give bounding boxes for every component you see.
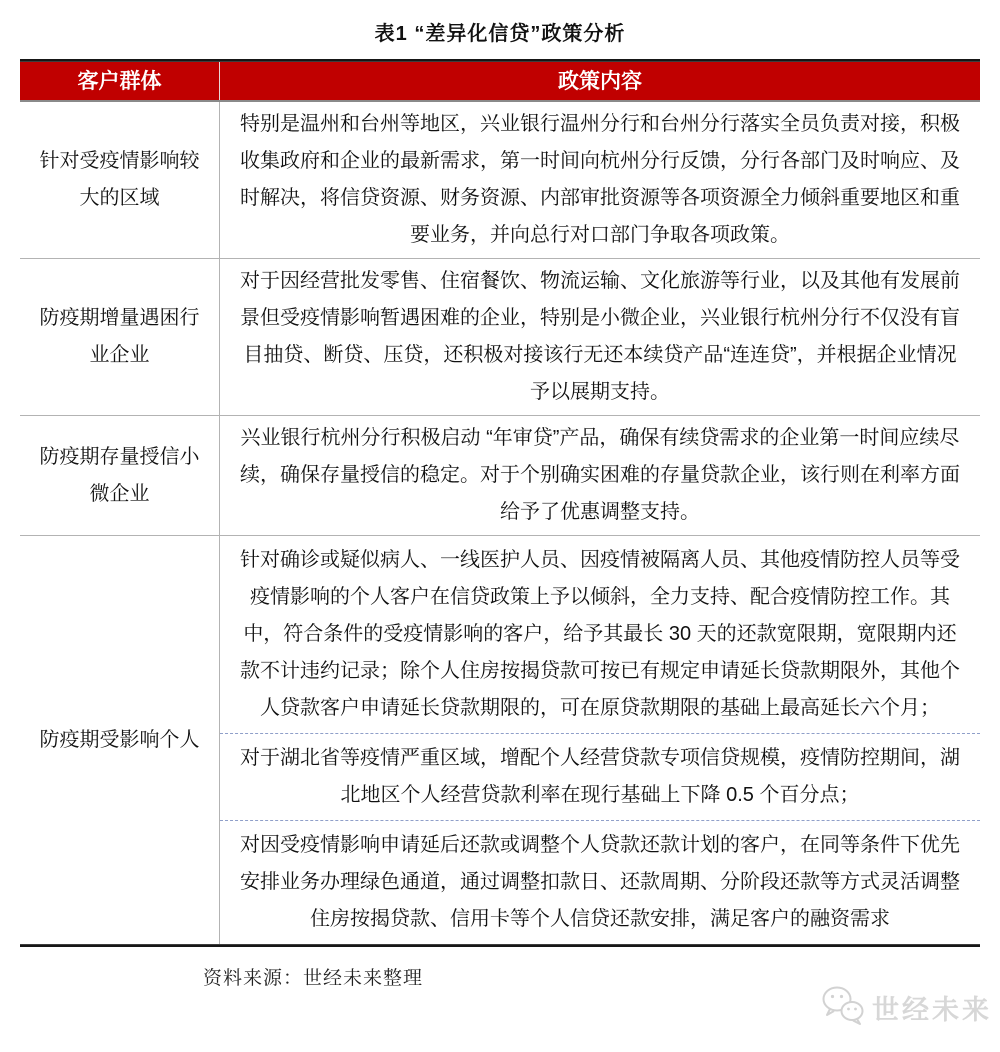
table-row bbox=[20, 102, 980, 259]
policy-paragraph: 针对确诊或疑似病人、一线医护人员、因疫情被隔离人员、其他疫情防控人员等受疫情影响的个人客户在信贷政策上予以倾斜，全力支持、配合疫情防控工作。其中，符合条件的受疫情影响的客户，给予其最长 30 天的还款宽限期，宽限期内还款不计违约记录；除个人住房按揭贷款可按已有规定申请延长贷款期限外，其他个人贷款客户申请延长贷款期限的，可在原贷款期限的基础上最高延长六个月； bbox=[240, 549, 960, 719]
policy-paragraph: 兴业银行杭州分行积极启动 “年审贷”产品，确保有续贷需求的企业第一时间应续尽续，确保存量授信的稳定。对于个别确实困难的存量贷款企业，该行则在利率方面给予了优惠调整支持。 bbox=[240, 427, 960, 523]
table-row bbox=[20, 416, 980, 536]
policy-table bbox=[20, 59, 980, 947]
table-title: 表1 “差异化信贷”政策分析 bbox=[374, 23, 626, 45]
row-group-label: 防疫期存量授信小微企业 bbox=[20, 416, 220, 535]
data-source-note: 资料来源：世经未来整理 bbox=[203, 968, 424, 989]
watermark-text: 世经未来 bbox=[872, 995, 992, 1025]
row-policy-cell bbox=[220, 102, 980, 258]
row-group-label: 针对受疫情影响较大的区域 bbox=[20, 102, 220, 258]
table-header-row bbox=[20, 62, 980, 102]
policy-paragraph: 对于因经营批发零售、住宿餐饮、物流运输、文化旅游等行业，以及其他有发展前景但受疫情影响暂遇困难的企业，特别是小微企业，兴业银行杭州分行不仅没有盲目抽贷、断贷、压贷，还积极对接该行无还本续贷产品“连连贷”，并根据企业情况予以展期支持。 bbox=[240, 270, 960, 403]
table-row bbox=[20, 536, 980, 944]
row-group-label: 防疫期受影响个人 bbox=[20, 536, 220, 944]
header-cell-policy-content: 政策内容 bbox=[558, 70, 642, 93]
row-policy-cell bbox=[220, 536, 980, 944]
row-group-label: 防疫期增量遇困行业企业 bbox=[20, 259, 220, 415]
header-cell-customer-group: 客户群体 bbox=[20, 62, 220, 100]
policy-paragraph: 对因受疫情影响申请延后还款或调整个人贷款还款计划的客户，在同等条件下优先安排业务办理绿色通道，通过调整扣款日、还款周期、分阶段还款等方式灵活调整住房按揭贷款、信用卡等个人信贷还款安排，满足客户的融资需求 bbox=[240, 834, 960, 930]
policy-paragraph: 对于湖北省等疫情严重区域，增配个人经营贷款专项信贷规模，疫情防控期间，湖北地区个人经营贷款利率在现行基础上下降 0.5 个百分点； bbox=[240, 747, 960, 806]
table-bottom-rule bbox=[20, 944, 980, 947]
policy-paragraph: 特别是温州和台州等地区，兴业银行温州分行和台州分行落实全员负责对接，积极收集政府和企业的最新需求，第一时间向杭州分行反馈，分行各部门及时响应、及时解决，将信贷资源、财务资源、内部审批资源等各项资源全力倾斜重要地区和重要业务，并向总行对口部门争取各项政策。 bbox=[240, 113, 960, 246]
table-row bbox=[20, 259, 980, 416]
row-policy-cell bbox=[220, 416, 980, 535]
row-policy-cell bbox=[220, 259, 980, 415]
